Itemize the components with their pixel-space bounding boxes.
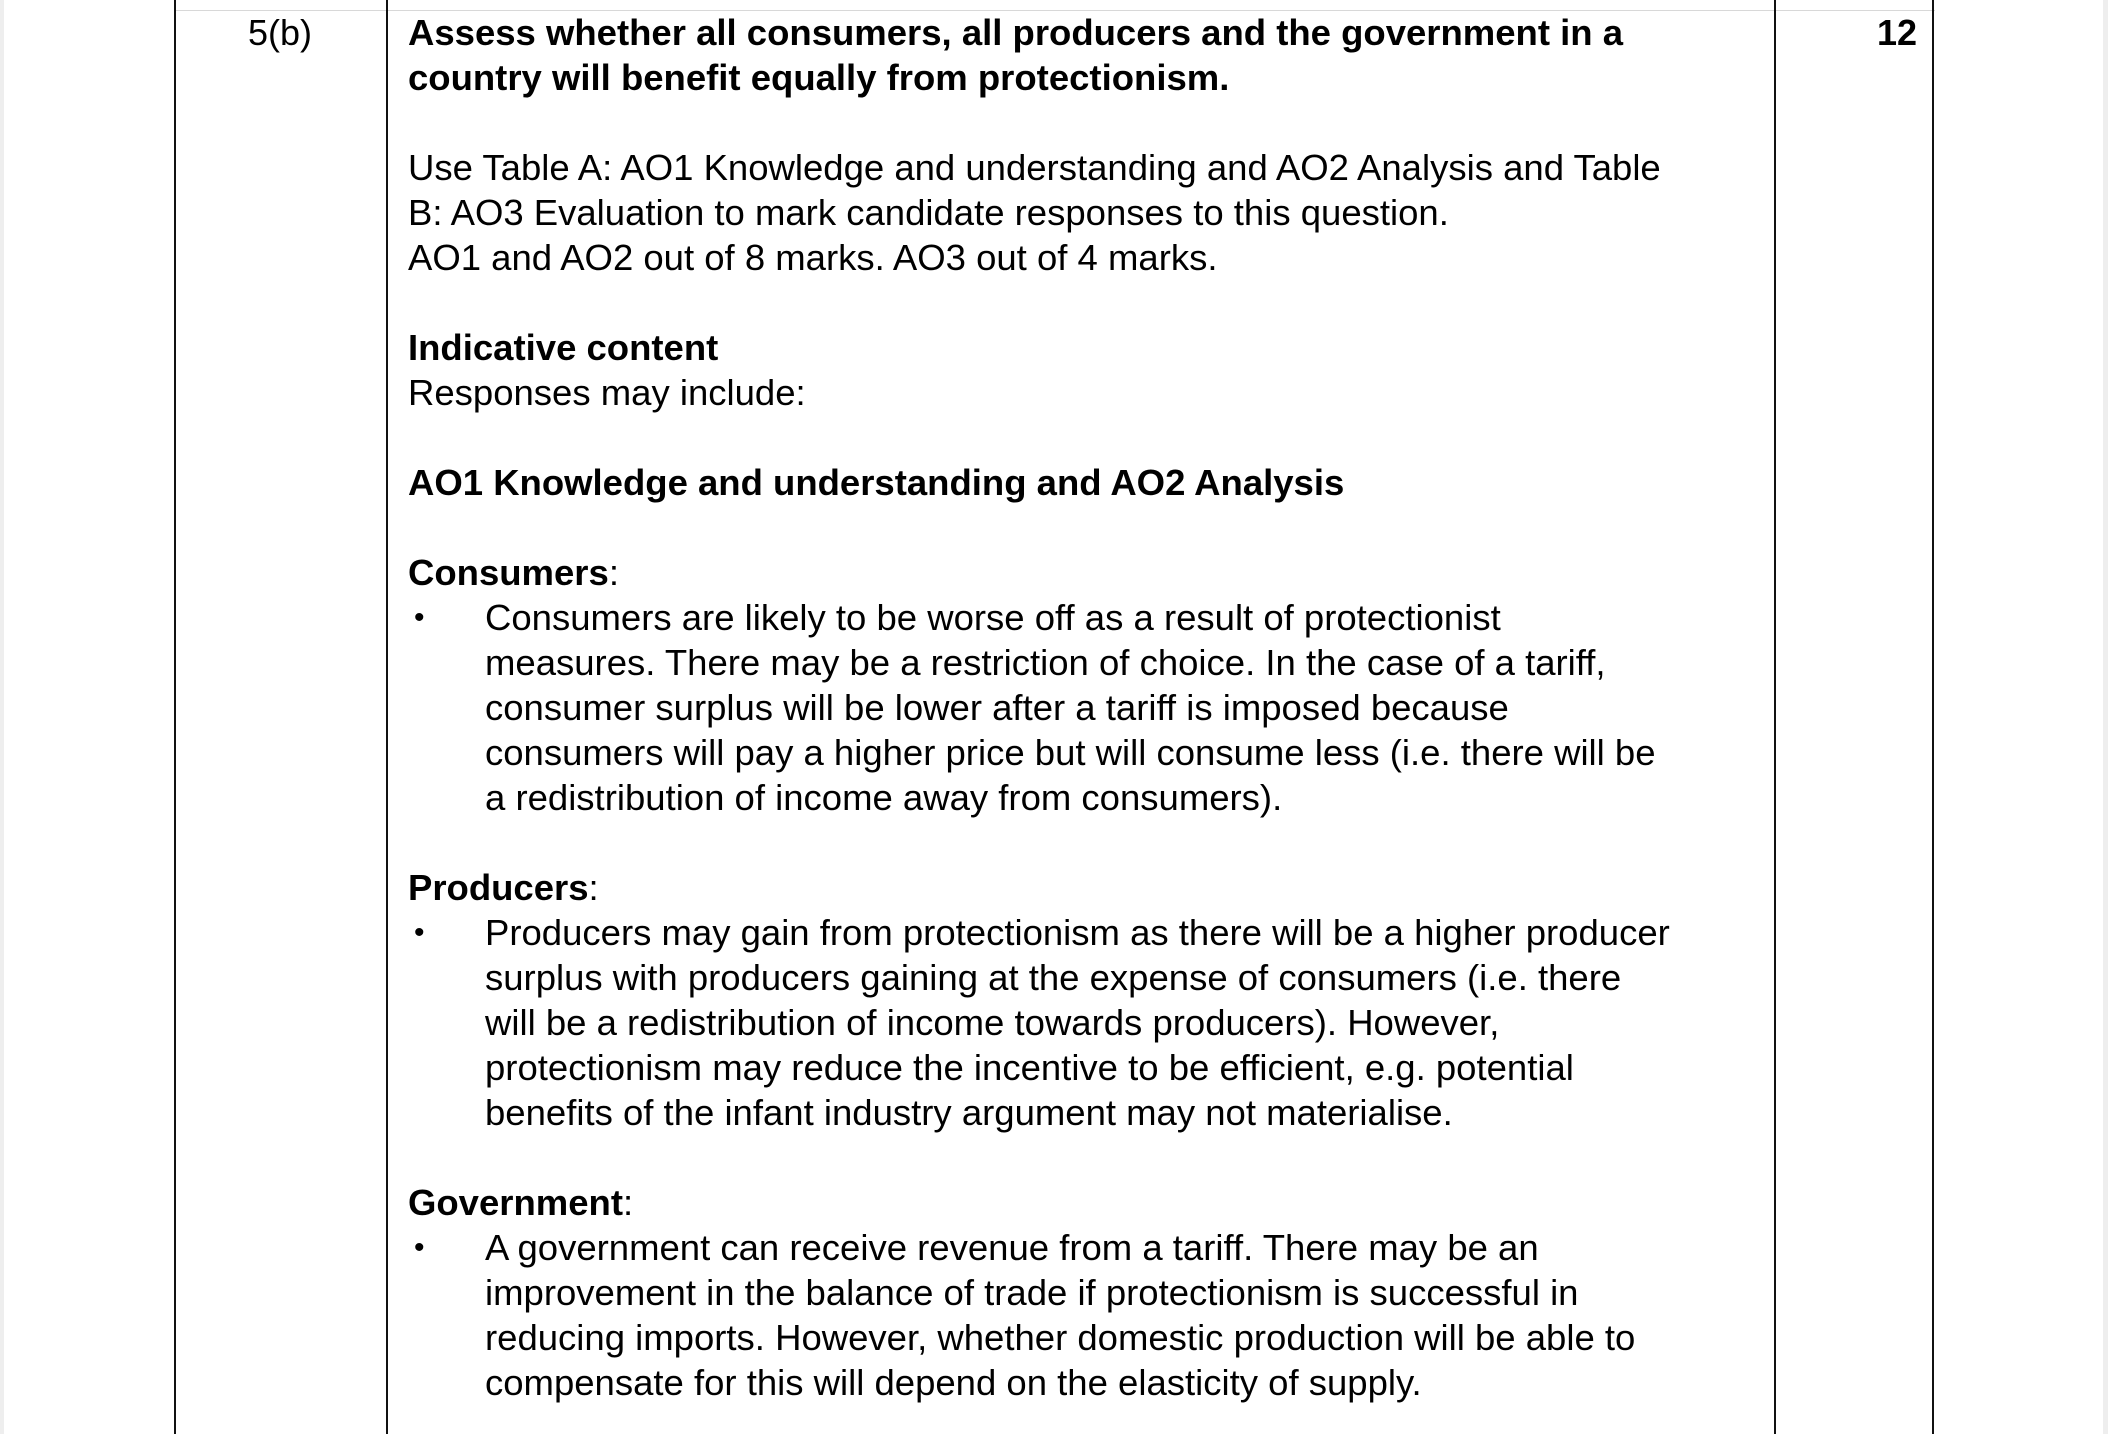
bullet-icon: • bbox=[414, 1231, 425, 1264]
bullet-text bbox=[485, 1225, 1768, 1405]
indicative-content-heading: Indicative content bbox=[408, 327, 719, 368]
section-title: Government bbox=[408, 1182, 623, 1223]
bullet-line: A government can receive revenue from a tariff. There may be an bbox=[485, 1227, 1539, 1268]
section-title: Consumers bbox=[408, 552, 609, 593]
bullet-line: consumer surplus will be lower after a tariff is imposed because bbox=[485, 687, 1509, 728]
bullet-line: a redistribution of income away from consumers). bbox=[485, 777, 1283, 818]
section-colon: : bbox=[623, 1182, 634, 1223]
bullet-item-consumers bbox=[408, 595, 1768, 820]
bullet-line: consumers will pay a higher price but will consume less (i.e. there will be bbox=[485, 732, 1656, 773]
question-prompt-line-1: Assess whether all consumers, all producers and the government in a bbox=[408, 12, 1624, 53]
bullet-line: surplus with producers gaining at the expense of consumers (i.e. there bbox=[485, 957, 1622, 998]
page-edge-left bbox=[0, 0, 4, 1434]
section-colon: : bbox=[588, 867, 599, 908]
bullet-text bbox=[485, 910, 1768, 1135]
section-heading-government bbox=[408, 1180, 1768, 1225]
question-prompt-line-2: country will benefit equally from protectionism. bbox=[408, 57, 1230, 98]
bullet-icon: • bbox=[414, 601, 425, 634]
bullet-icon: • bbox=[414, 916, 425, 949]
bullet-item-producers bbox=[408, 910, 1768, 1135]
column-divider-question bbox=[386, 0, 388, 1434]
bullet-line: Consumers are likely to be worse off as a result of protectionist bbox=[485, 597, 1501, 638]
section-heading-consumers bbox=[408, 550, 1768, 595]
mark-scheme-content bbox=[408, 10, 1768, 1405]
question-marks: 12 bbox=[1876, 12, 1917, 53]
bullet-line: measures. There may be a restriction of choice. In the case of a tariff, bbox=[485, 642, 1606, 683]
bullet-line: Producers may gain from protectionism as there will be a higher producer bbox=[485, 912, 1670, 953]
bullet-line: improvement in the balance of trade if protectionism is successful in bbox=[485, 1272, 1579, 1313]
instruction-line-1: Use Table A: AO1 Knowledge and understanding and AO2 Analysis and Table bbox=[408, 147, 1661, 188]
section-title: Producers bbox=[408, 867, 589, 908]
table-border-right bbox=[1932, 0, 1934, 1434]
bullet-line: will be a redistribution of income towards producers). However, bbox=[485, 1002, 1500, 1043]
instruction-line-2: B: AO3 Evaluation to mark candidate responses to this question. bbox=[408, 192, 1449, 233]
indicative-content-intro: Responses may include: bbox=[408, 372, 806, 413]
section-heading-producers bbox=[408, 865, 1768, 910]
bullet-line: compensate for this will depend on the elasticity of supply. bbox=[485, 1362, 1422, 1403]
bullet-line: reducing imports. However, whether domestic production will be able to bbox=[485, 1317, 1636, 1358]
bullet-line: benefits of the infant industry argument may not materialise. bbox=[485, 1092, 1453, 1133]
bullet-item-government bbox=[408, 1225, 1768, 1405]
table-border-left bbox=[174, 0, 176, 1434]
bullet-text bbox=[485, 595, 1768, 820]
question-number: 5(b) bbox=[247, 12, 313, 53]
bullet-line: protectionism may reduce the incentive to be efficient, e.g. potential bbox=[485, 1047, 1574, 1088]
instruction-line-3: AO1 and AO2 out of 8 marks. AO3 out of 4 marks. bbox=[408, 237, 1218, 278]
section-colon: : bbox=[608, 552, 619, 593]
column-divider-marks bbox=[1774, 0, 1776, 1434]
page-edge-right bbox=[2103, 0, 2108, 1434]
ao-heading: AO1 Knowledge and understanding and AO2 Analysis bbox=[408, 462, 1345, 503]
